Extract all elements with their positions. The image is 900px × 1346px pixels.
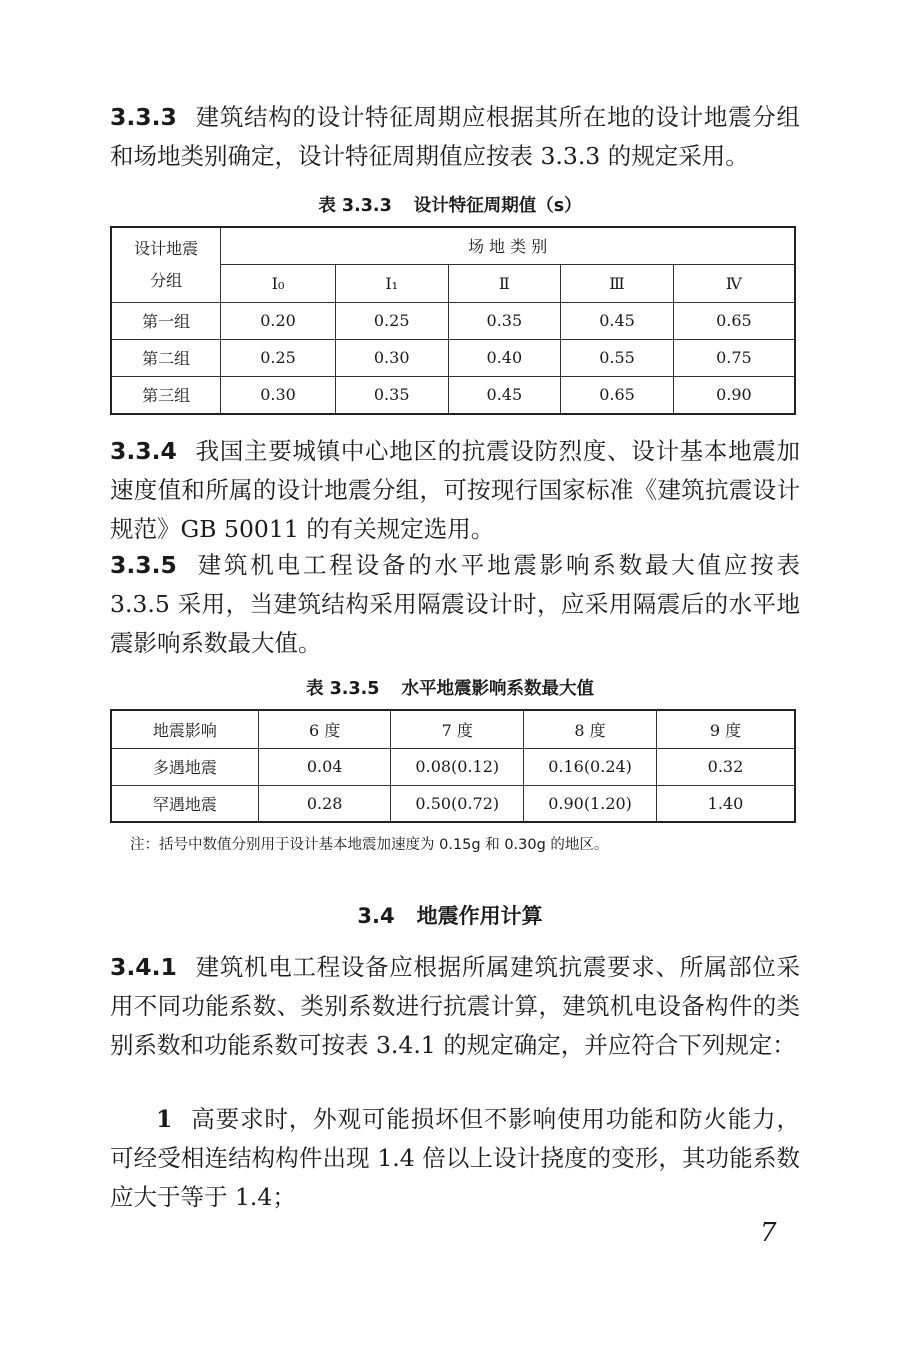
clause-text: 建筑结构的设计特征周期应根据其所在地的设计地震分组和场地类别确定，设计特征周期值应按表 3.3.3 的规定采用。 (110, 103, 800, 170)
clause-text: 建筑机电工程设备应根据所属建筑抗震要求、所属部位采用不同功能系数、类别系数进行抗震计算，建筑机电设备构件的类别系数和功能系数可按表 3.4.1 的规定确定，并应符合下列规定： (110, 953, 800, 1059)
item-number: 1 (156, 1105, 173, 1133)
column-header: Ⅱ (448, 264, 561, 302)
table-row: 第一组 0.20 0.25 0.35 0.45 0.65 (111, 302, 795, 339)
table-3-3-5-caption: 表 3.3.5 水平地震影响系数最大值 (306, 679, 594, 699)
table-row: 第三组 0.30 0.35 0.45 0.65 0.90 (111, 376, 795, 414)
column-header: Ⅲ (561, 264, 674, 302)
clause-number: 3.4.1 (110, 953, 177, 981)
table-row: 多遇地震 0.04 0.08(0.12) 0.16(0.24) 0.32 (111, 748, 795, 785)
table-row: 罕遇地震 0.28 0.50(0.72) 0.90(1.20) 1.40 (111, 785, 795, 822)
clause-3-4-1 (110, 948, 800, 1065)
item-text: 高要求时，外观可能损坏但不影响使用功能和防火能力，可经受相连结构构件出现 1.4 倍以上设计挠度的变形，其功能系数应大于等于 1.4； (110, 1105, 800, 1211)
clause-3-3-4 (110, 432, 800, 549)
clause-3-3-3 (110, 98, 800, 176)
column-header: I₀ (221, 264, 336, 302)
page-number: 7 (760, 1218, 777, 1248)
table-header-row: 地震影响 6 度 7 度 8 度 9 度 (111, 710, 795, 748)
clause-number: 3.3.5 (110, 551, 177, 579)
clause-text: 建筑机电工程设备的水平地震影响系数最大值应按表 3.3.5 采用，当建筑结构采用隔震设计时，应采用隔震后的水平地震影响系数最大值。 (110, 551, 800, 657)
clause-number: 3.3.3 (110, 103, 177, 131)
header-design-group: 设计地震分组 (111, 227, 221, 302)
table-3-3-3-caption: 表 3.3.3 设计特征周期值（s） (318, 196, 582, 216)
header-site-class: 场 地 类 别 (221, 227, 795, 264)
column-header: Ⅳ (673, 264, 795, 302)
table-3-3-5 (110, 709, 796, 823)
column-header: I₁ (335, 264, 448, 302)
list-item-1 (110, 1100, 800, 1217)
section-heading: 3.4 地震作用计算 (357, 904, 543, 928)
clause-number: 3.3.4 (110, 437, 177, 465)
clause-text: 我国主要城镇中心地区的抗震设防烈度、设计基本地震加速度值和所属的设计地震分组，可按现行国家标准《建筑抗震设计规范》GB 50011 的有关规定选用。 (110, 437, 800, 543)
table-row: 第二组 0.25 0.30 0.40 0.55 0.75 (111, 339, 795, 376)
table-note: 注：括号中数值分别用于设计基本地震加速度为 0.15g 和 0.30g 的地区。 (130, 837, 609, 853)
clause-3-3-5 (110, 546, 800, 663)
table-3-3-3 (110, 226, 796, 415)
